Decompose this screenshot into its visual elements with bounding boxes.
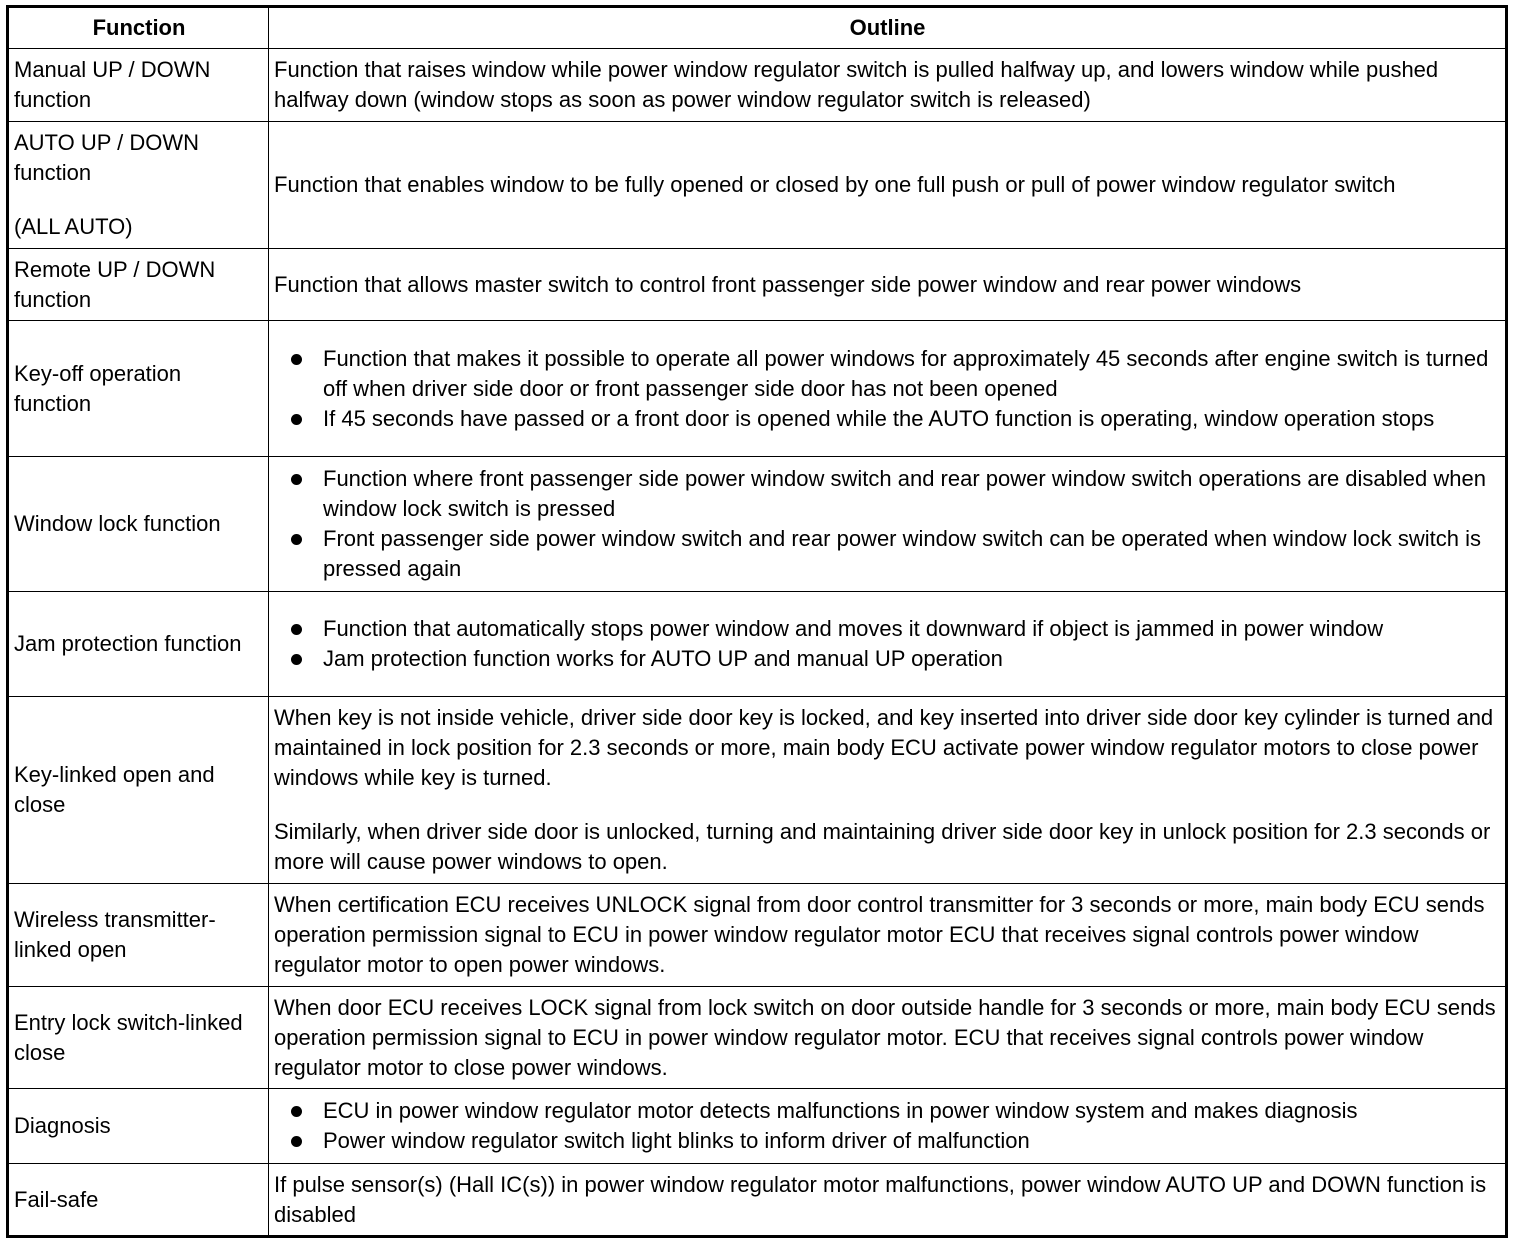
outline-bullet-item: Function that automatically stops power window and moves it downward if object is jammed in power window	[323, 614, 1501, 644]
outline-paragraph: When key is not inside vehicle, driver side door key is locked, and key inserted into driver side door key cylinder is turned and maintained in lock position for 2.3 seconds or more, main body ECU activate power window regulator motors to close power windows while key is turned.	[274, 705, 1494, 790]
function-cell	[8, 321, 269, 457]
outline-paragraph: Similarly, when driver side door is unlocked, turning and maintaining driver side door key in unlock position for 2.3 seconds or more will cause power windows to open.	[274, 819, 1491, 874]
outline-cell	[269, 321, 1507, 457]
function-name: Diagnosis	[14, 1113, 111, 1138]
outline-cell	[269, 1089, 1507, 1164]
function-name: (ALL AUTO)	[14, 214, 133, 239]
function-name: Remote UP / DOWN function	[14, 256, 216, 312]
function-name: Jam protection function	[14, 631, 242, 656]
header-row	[8, 7, 1507, 49]
header-function: Function	[8, 7, 269, 49]
outline-bullet-item: Front passenger side power window switch and rear power window switch can be operated when window lock switch is pressed again	[323, 524, 1501, 584]
function-cell	[8, 457, 269, 592]
outline-bullet-item: If 45 seconds have passed or a front door is opened while the AUTO function is operating, window operation stops	[323, 404, 1501, 434]
outline-cell	[269, 249, 1507, 321]
outline-bullet-item: ECU in power window regulator motor detects malfunctions in power window system and makes diagnosis	[323, 1096, 1501, 1126]
table-row	[8, 122, 1507, 249]
function-cell	[8, 122, 269, 249]
function-cell	[8, 592, 269, 697]
function-cell	[8, 697, 269, 884]
outline-bullet-list	[274, 614, 1501, 674]
function-name: Entry lock switch-linked close	[14, 1009, 243, 1065]
table-row	[8, 1089, 1507, 1164]
outline-bullet-list	[274, 464, 1501, 584]
table-row	[8, 49, 1507, 122]
function-name: Window lock function	[14, 511, 221, 536]
function-name: Manual UP / DOWN function	[14, 57, 211, 112]
table-row	[8, 697, 1507, 884]
table-row	[8, 457, 1507, 592]
outline-cell	[269, 122, 1507, 249]
table-row	[8, 987, 1507, 1089]
outline-cell	[269, 592, 1507, 697]
function-table	[6, 5, 1508, 1238]
function-cell	[8, 49, 269, 122]
table-row	[8, 884, 1507, 987]
outline-paragraph: When certification ECU receives UNLOCK signal from door control transmitter for 3 seconds or more, main body ECU sends operation permission signal to ECU in power window regulator motor ECU that receives signal controls power window regulator motor to open power windows.	[274, 892, 1485, 977]
header-outline: Outline	[269, 7, 1507, 49]
outline-bullet-item: Function that makes it possible to operate all power windows for approximately 45 seconds after engine switch is turned off when driver side door or front passenger side door has not been opened	[323, 344, 1501, 404]
outline-cell	[269, 457, 1507, 592]
outline-bullet-item: Function where front passenger side power window switch and rear power window switch operations are disabled when window lock switch is pressed	[323, 464, 1501, 524]
function-name: Fail-safe	[14, 1186, 99, 1212]
outline-bullet-list	[274, 344, 1501, 434]
function-cell	[8, 249, 269, 321]
outline-bullet-item: Jam protection function works for AUTO UP and manual UP operation	[323, 644, 1501, 674]
outline-cell	[269, 884, 1507, 987]
function-name: Wireless transmitter-linked open	[14, 907, 216, 962]
outline-paragraph: Function that enables window to be fully opened or closed by one full push or pull of power window regulator switch	[274, 172, 1396, 197]
table-row	[8, 249, 1507, 321]
outline-paragraph: Function that allows master switch to control front passenger side power window and rear power windows	[274, 271, 1302, 297]
function-name: AUTO UP / DOWN function	[14, 130, 199, 185]
function-cell	[8, 987, 269, 1089]
outline-cell	[269, 987, 1507, 1089]
function-cell	[8, 1089, 269, 1164]
function-name: Key-off operation function	[14, 360, 182, 416]
outline-bullet-item: Power window regulator switch light blinks to inform driver of malfunction	[323, 1126, 1501, 1156]
table-row	[8, 1164, 1507, 1237]
outline-paragraph: When door ECU receives LOCK signal from lock switch on door outside handle for 3 seconds or more, main body ECU sends operation permission signal to ECU in power window regulator motor. ECU that receives signal controls power window regulator motor to close power windows.	[274, 994, 1496, 1080]
outline-paragraph: If pulse sensor(s) (Hall IC(s)) in power window regulator motor malfunctions, power window AUTO UP and DOWN function is disabled	[274, 1171, 1487, 1227]
outline-paragraph: Function that raises window while power window regulator switch is pulled halfway up, and lowers window while pushed halfway down (window stops as soon as power window regulator switch is released)	[274, 57, 1439, 112]
table-row	[8, 321, 1507, 457]
outline-cell	[269, 49, 1507, 122]
function-cell	[8, 1164, 269, 1237]
outline-cell	[269, 697, 1507, 884]
table-row	[8, 592, 1507, 697]
outline-cell	[269, 1164, 1507, 1237]
function-cell	[8, 884, 269, 987]
function-name: Key-linked open and close	[14, 762, 215, 817]
outline-bullet-list	[274, 1096, 1501, 1156]
